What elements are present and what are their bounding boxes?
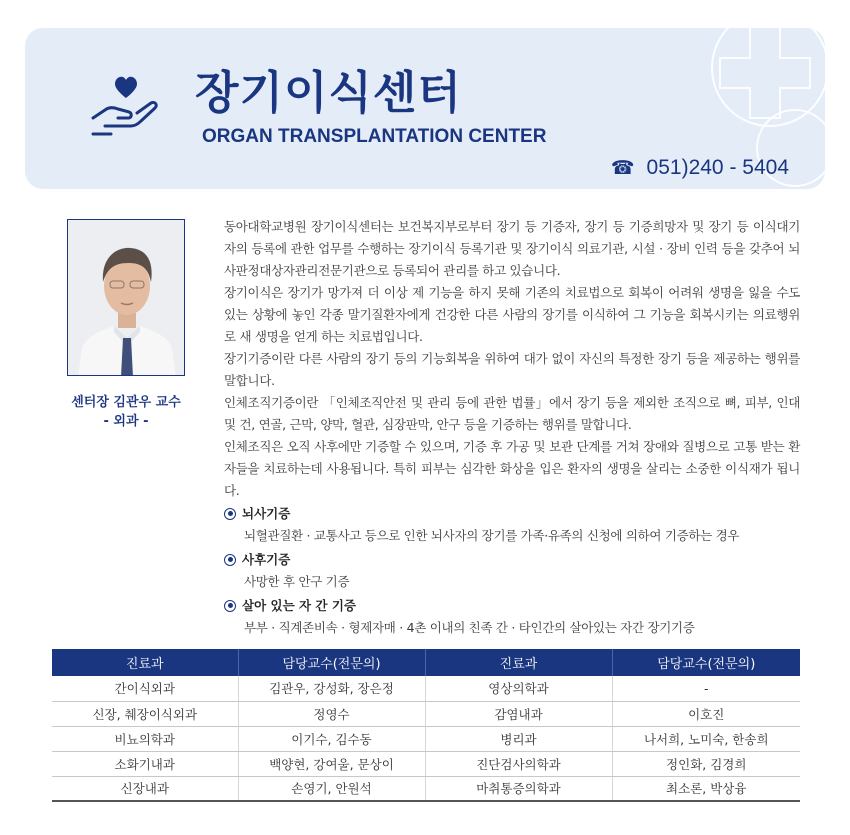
intro-paragraph: 장기기증이란 다른 사람의 장기 등의 기능회복을 위하여 대가 없이 자신의 특정한 장기 등을 제공하는 행위를 말합니다.: [224, 351, 800, 388]
table-row: [52, 726, 800, 751]
table-cell: 신장내과: [52, 776, 238, 801]
table-cell: 이호진: [612, 701, 800, 726]
director-photo: [67, 219, 185, 376]
table-cell: 이기수, 김수동: [238, 726, 425, 751]
column-header: 진료과: [52, 649, 238, 676]
page-title: 장기이식센터: [195, 66, 462, 119]
center-introduction: [224, 216, 800, 502]
column-header: 담당교수(전문의): [238, 649, 425, 676]
table-cell: 정인화, 김경희: [612, 751, 800, 776]
director-name: 센터장 김관우 교수: [71, 395, 181, 410]
table-header-row: [52, 649, 800, 676]
radio-bullet-icon: [224, 508, 236, 520]
donation-type-description: 사망한 후 안구 기증: [244, 574, 350, 589]
intro-paragraph: 인체조직은 오직 사후에만 기증할 수 있으며, 기증 후 가공 및 보관 단계를 거쳐 장애와 질병으로 고통 받는 환자들을 치료하는데 사용됩니다. 특히 피부는 심각한 화상을 입은 환자의 생명을 살리는 소중한 이식재가 됩니다.: [224, 439, 800, 498]
donation-type-description: 부부 · 직계존비속 · 형제자매 · 4촌 이내의 친족 간 · 타인간의 살아있는 자간 장기기증: [244, 620, 695, 635]
donation-type-item: [224, 594, 814, 640]
table-cell: 진단검사의학과: [425, 751, 612, 776]
phone-number[interactable]: [611, 156, 789, 180]
heart-in-hand-icon: [91, 76, 161, 138]
table-cell: 병리과: [425, 726, 612, 751]
radio-bullet-icon: [224, 600, 236, 612]
table-cell: 마취통증의학과: [425, 776, 612, 801]
telephone-icon: ☎: [610, 157, 635, 179]
table-cell: 백양현, 강여울, 문상이: [238, 751, 425, 776]
table-cell: 신장, 췌장이식외과: [52, 701, 238, 726]
table-cell: 최소론, 박상융: [612, 776, 800, 801]
donation-type-title: 살아 있는 자 간 기증: [242, 597, 357, 613]
donation-type-title: 사후기증: [242, 551, 291, 567]
table-row: [52, 776, 800, 801]
center-header: [25, 28, 825, 189]
table-row: [52, 701, 800, 726]
medical-staff-table: [52, 649, 800, 802]
table-cell: 소화기내과: [52, 751, 238, 776]
table-row: [52, 676, 800, 701]
table-cell: 김관우, 강성화, 장은정: [238, 676, 425, 701]
intro-paragraph: 인체조직기증이란 「인체조직안전 및 관리 등에 관한 법률」에서 장기 등을 제외한 조직으로 뼈, 피부, 인대 및 건, 연골, 근막, 양막, 혈관, 심장판막, 안구 등을 기증하는 행위를 말합니다.: [224, 395, 800, 432]
table-cell: 감염내과: [425, 701, 612, 726]
donation-type-title: 뇌사기증: [242, 505, 291, 521]
phone-number-text: 051)240 - 5404: [646, 156, 789, 179]
director-portrait-icon: [68, 220, 185, 376]
column-header: 진료과: [425, 649, 612, 676]
page-subtitle: ORGAN TRANSPLANTATION CENTER: [202, 126, 547, 147]
donation-type-item: [224, 502, 814, 548]
intro-paragraph: 동아대학교병원 장기이식센터는 보건복지부로부터 장기 등 기증자, 장기 등 기증희망자 및 장기 등 이식대기자의 등록에 관한 업무를 수행하는 장기이식 등록기관 및 장기이식 의료기관, 시설 · 장비 인력 등을 갖추어 뇌사판정대상자관리전문기관으로 등록되어 관리를 하고 있습니다.: [224, 219, 800, 278]
column-header: 담당교수(전문의): [612, 649, 800, 676]
table-cell: 영상의학과: [425, 676, 612, 701]
intro-paragraph: 장기이식은 장기가 망가져 더 이상 제 기능을 하지 못해 기존의 치료법으로 회복이 어려워 생명을 잃을 수도 있는 상황에 놓인 각종 말기질환자에게 건강한 다른 사람의 장기를 이식하여 그 기능을 회복시키는 의료행위로 새 생명을 얻게 하는 치료법입니다.: [224, 285, 800, 344]
donation-type-item: [224, 548, 814, 594]
table-cell: 정영수: [238, 701, 425, 726]
table-cell: 비뇨의학과: [52, 726, 238, 751]
radio-bullet-icon: [224, 554, 236, 566]
table-cell: 나서희, 노미숙, 한송희: [612, 726, 800, 751]
table-cell: 손영기, 안원석: [238, 776, 425, 801]
table-cell: -: [612, 676, 800, 701]
table-cell: 간이식외과: [52, 676, 238, 701]
donation-types-list: [224, 502, 814, 640]
table-row: [52, 751, 800, 776]
donation-type-description: 뇌혈관질환 · 교통사고 등으로 인한 뇌사자의 장기를 가족·유족의 신청에 의하여 기증하는 경우: [244, 528, 740, 543]
director-department: - 외과 -: [103, 414, 149, 429]
